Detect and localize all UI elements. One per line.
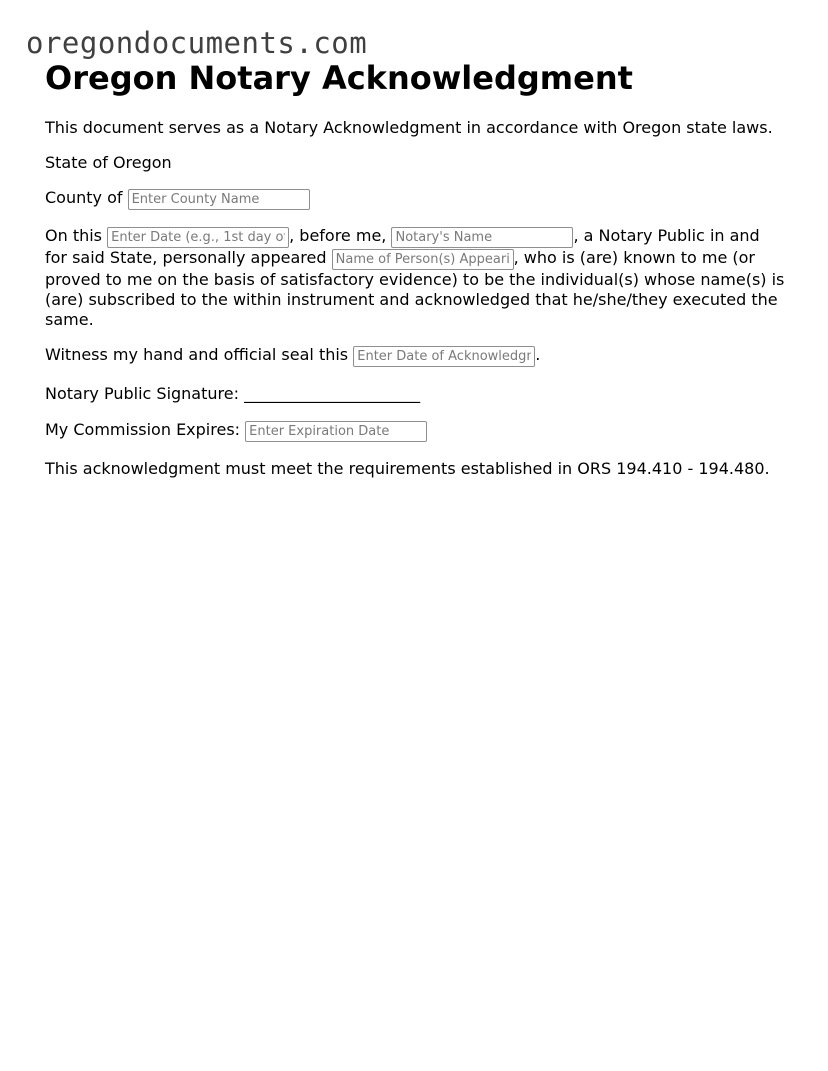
- witness-line: [45, 345, 785, 367]
- acknowledgment-paragraph: [45, 226, 785, 330]
- expiration-date-input[interactable]: [245, 421, 427, 442]
- site-watermark: oregondocuments.com: [26, 26, 368, 60]
- on-this-text: On this: [45, 226, 103, 245]
- notary-public-text: , a Notary Public in and for said State, personally appeared: [45, 226, 760, 267]
- ors-requirements-text: This acknowledgment must meet the requirements established in ORS 194.410 - 194.480.: [45, 459, 770, 478]
- witness-period: .: [535, 345, 541, 364]
- document-body: [45, 58, 785, 479]
- signature-line: [45, 384, 785, 404]
- county-line: [45, 188, 785, 210]
- county-input[interactable]: [128, 189, 310, 210]
- date-input[interactable]: [107, 227, 289, 248]
- county-label: County of: [45, 188, 123, 207]
- witness-label: Witness my hand and official seal this: [45, 345, 349, 364]
- commission-line: [45, 420, 785, 442]
- notary-name-input[interactable]: [391, 227, 573, 248]
- person-name-input[interactable]: [332, 249, 514, 270]
- page-title: Oregon Notary Acknowledgment: [45, 59, 633, 97]
- commission-label: My Commission Expires:: [45, 420, 241, 439]
- acknowledgment-date-input[interactable]: [353, 346, 535, 367]
- before-me-text: , before me,: [289, 226, 387, 245]
- intro-paragraph: This document serves as a Notary Acknowledgment in accordance with Oregon state laws.: [45, 118, 773, 137]
- state-line: State of Oregon: [45, 153, 172, 172]
- signature-blank: ______________________: [244, 384, 421, 403]
- signature-label: Notary Public Signature:: [45, 384, 239, 403]
- acknowledgment-rest-text: , who is (are) known to me (or proved to me on the basis of satisfactory evidence) to be the individual(s) whose name(s) is (are) subscribed to the within instrument and acknowledged that he/she/they executed the same.: [45, 248, 785, 329]
